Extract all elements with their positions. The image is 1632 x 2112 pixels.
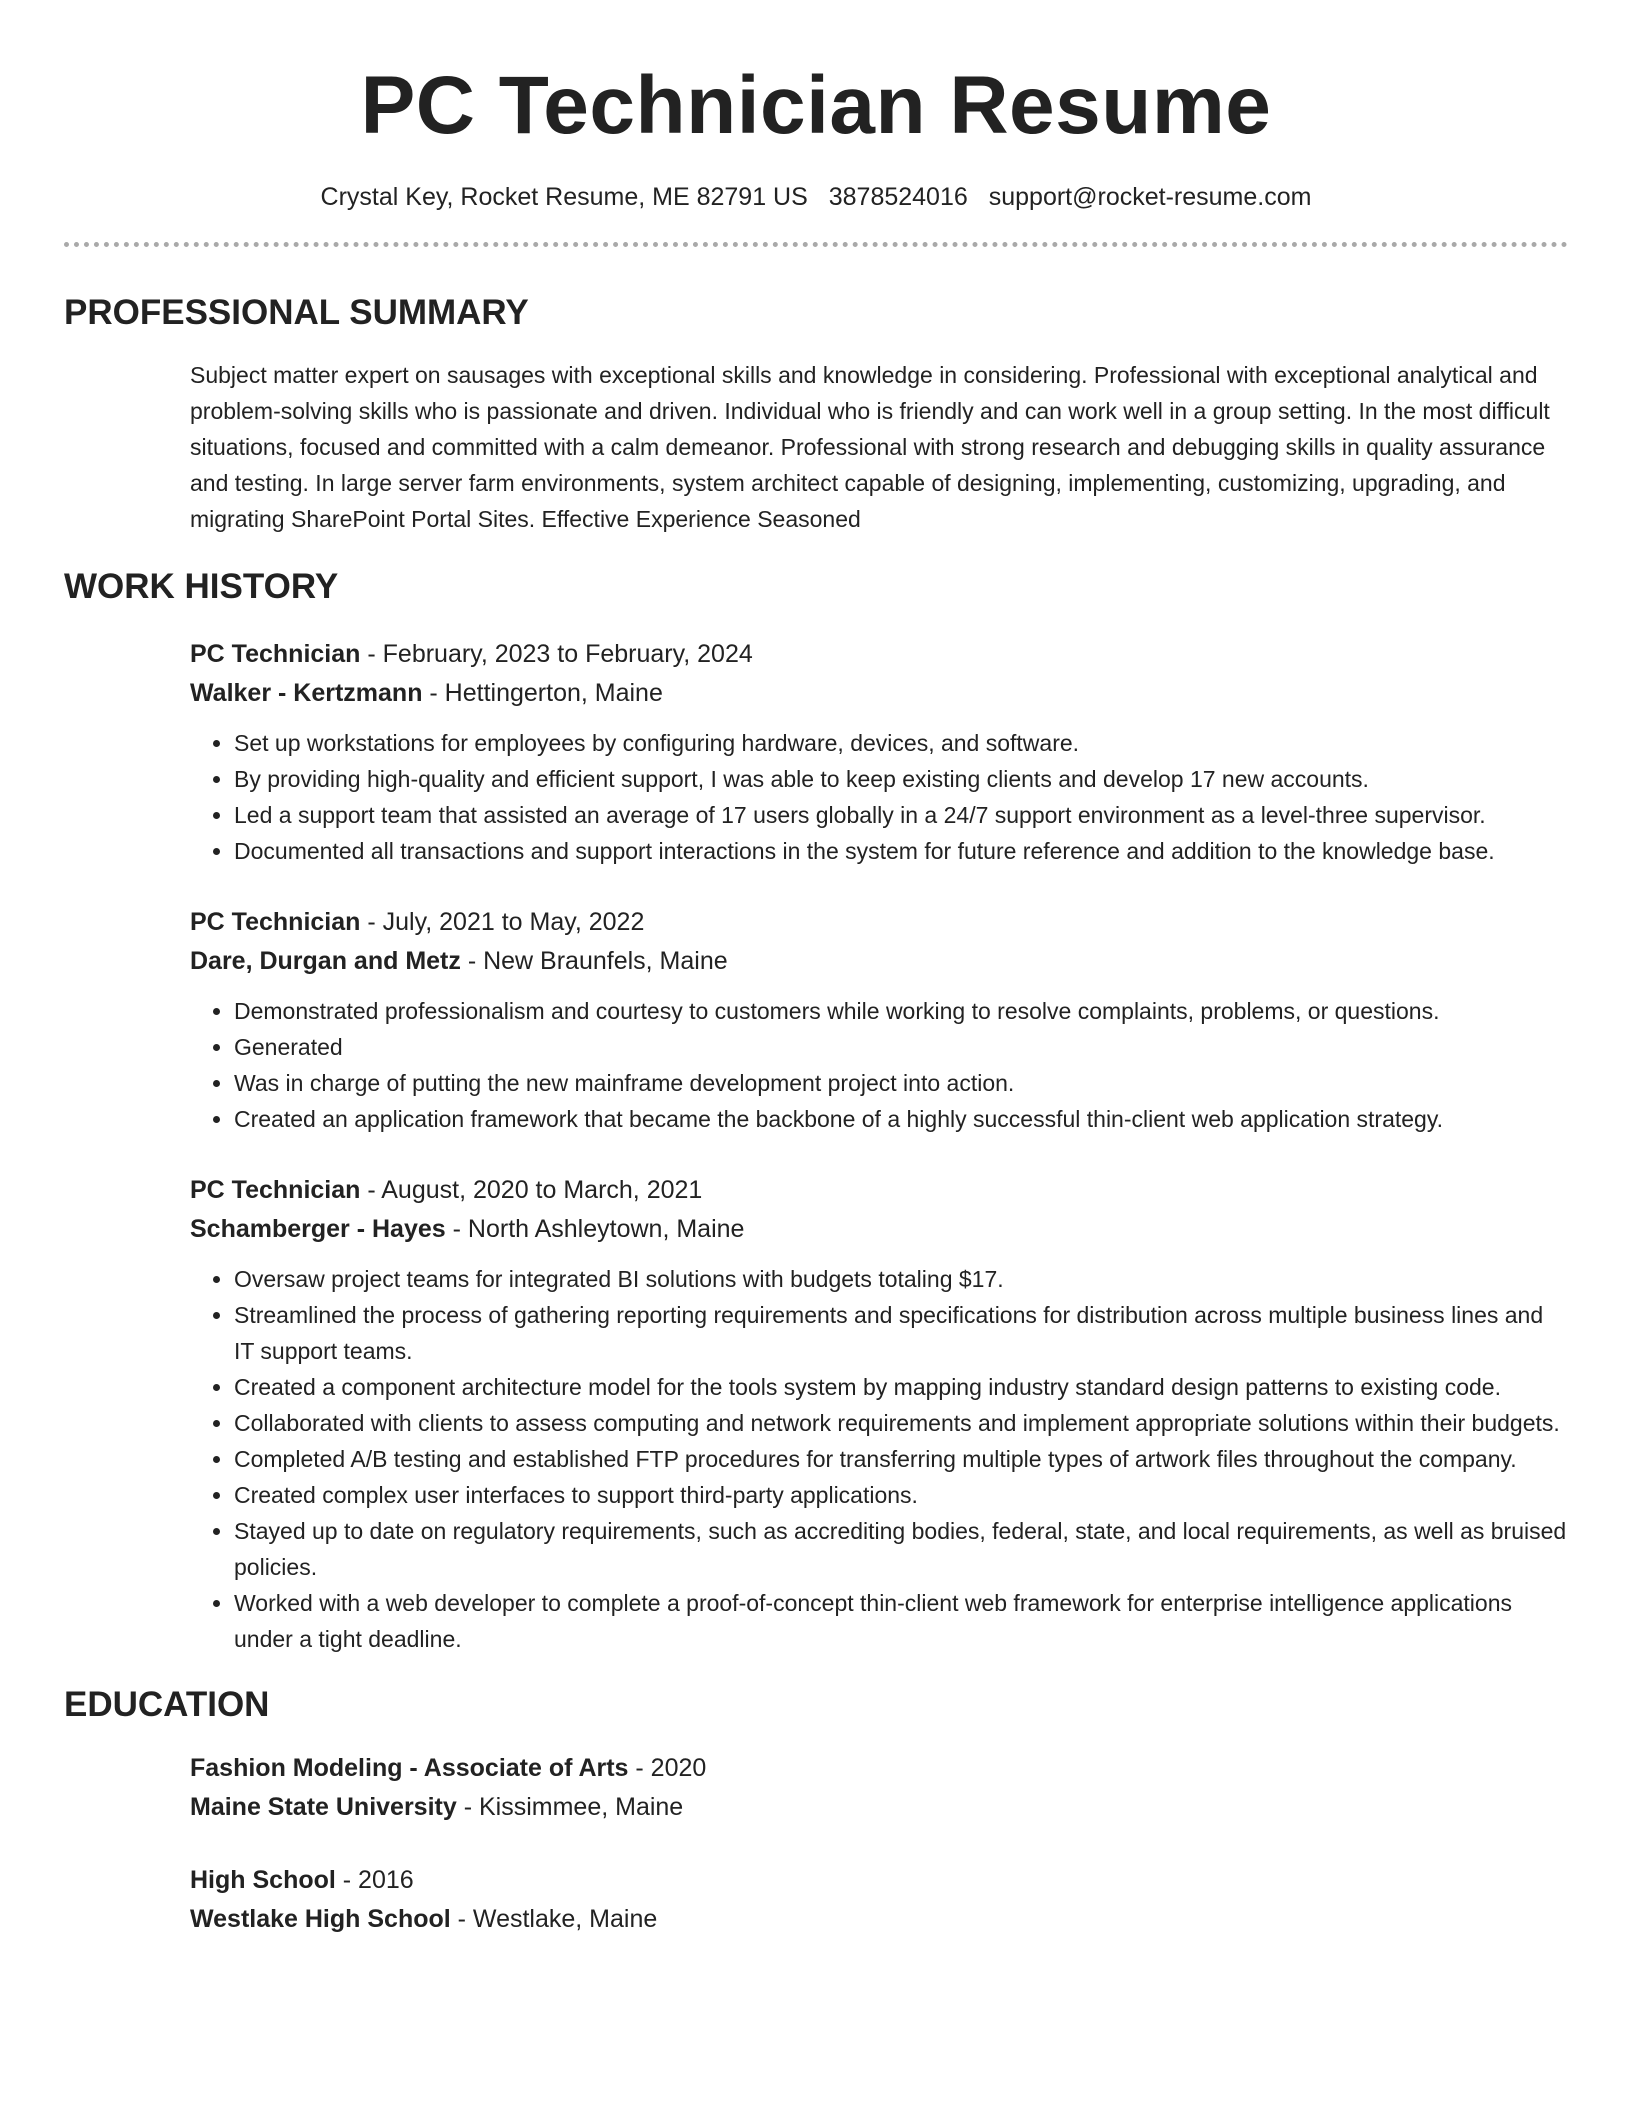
degree-line: [190, 1749, 1568, 1788]
contact-address: Crystal Key, Rocket Resume, ME 82791 US: [320, 183, 808, 211]
list-item: • Documented all transactions and support interactions in the system for future reference and addition to the knowledge base.: [234, 833, 1568, 869]
job-company-line: [190, 1210, 1568, 1249]
job-company: Schamberger - Hayes: [190, 1215, 446, 1243]
job-dates: - July, 2021 to May, 2022: [360, 908, 645, 936]
work-history-section: [64, 565, 1568, 1657]
job-company: Walker - Kertzmann: [190, 679, 423, 707]
degree: Fashion Modeling - Associate of Arts: [190, 1754, 629, 1782]
list-item: • Created complex user interfaces to support third-party applications.: [234, 1477, 1568, 1513]
list-item: • Oversaw project teams for integrated BI solutions with budgets totaling $17.: [234, 1261, 1568, 1297]
summary-section: [64, 291, 1568, 537]
job-role: PC Technician: [190, 908, 361, 936]
list-item: • Was in charge of putting the new mainframe development project into action.: [234, 1065, 1568, 1101]
degree-year: - 2020: [628, 1754, 707, 1782]
list-item: • Created a component architecture model for the tools system by mapping industry standard design patterns to existing code.: [234, 1369, 1568, 1405]
education-entry: [190, 1749, 1568, 1827]
job-bullets: [190, 993, 1568, 1137]
school: Westlake High School: [190, 1905, 451, 1933]
job-bullets: [190, 1261, 1568, 1657]
list-item: • Stayed up to date on regulatory requirements, such as accrediting bodies, federal, state, and local requirements, as well as bruised policies.: [234, 1513, 1568, 1585]
contact-line: [64, 180, 1568, 214]
job-company-line: [190, 674, 1568, 713]
job-location: - North Ashleytown, Maine: [445, 1215, 745, 1243]
job-dates: - August, 2020 to March, 2021: [360, 1176, 703, 1204]
list-item: • Generated: [234, 1029, 1568, 1065]
list-item: • By providing high-quality and efficient support, I was able to keep existing clients and develop 17 new accounts.: [234, 761, 1568, 797]
contact-email: support@rocket-resume.com: [988, 183, 1312, 211]
summary-heading: PROFESSIONAL SUMMARY: [64, 293, 529, 332]
job-role-line: [190, 1171, 1568, 1210]
school-line: [190, 1900, 1568, 1939]
degree: High School: [190, 1866, 336, 1894]
list-item: • Worked with a web developer to complete a proof-of-concept thin-client web framework for enterprise intelligence applications under a tight deadline.: [234, 1585, 1568, 1657]
summary-text: Subject matter expert on sausages with exceptional skills and knowledge in considering. Professional with exceptional analytical and problem-solving skills who is passionate and driven. Individual who is friendly and can work well in a group setting. In the most difficult situations, focused and committed with a calm demeanor. Professional with strong research and debugging skills in quality assurance and testing. In large server farm environments, system architect capable of designing, implementing, customizing, upgrading, and migrating SharePoint Portal Sites. Effective Experience Seasoned: [190, 362, 1550, 532]
job-bullets: [190, 725, 1568, 869]
list-item: • Demonstrated professionalism and courtesy to customers while working to resolve complaints, problems, or questions.: [234, 993, 1568, 1029]
job-location: - Hettingerton, Maine: [422, 679, 663, 707]
degree-line: [190, 1861, 1568, 1900]
list-item: • Collaborated with clients to assess computing and network requirements and implement appropriate solutions within their budgets.: [234, 1405, 1568, 1441]
job-location: - New Braunfels, Maine: [460, 947, 728, 975]
contact-phone: 3878524016: [828, 183, 968, 211]
job-company-line: [190, 942, 1568, 981]
school-location: - Kissimmee, Maine: [456, 1793, 684, 1821]
list-item: • Completed A/B testing and established FTP procedures for transferring multiple types of artwork files throughout the company.: [234, 1441, 1568, 1477]
school-line: [190, 1788, 1568, 1827]
list-item: • Streamlined the process of gathering reporting requirements and specifications for distribution across multiple business lines and IT support teams.: [234, 1297, 1568, 1369]
work-history-heading: WORK HISTORY: [64, 567, 339, 606]
job-role: PC Technician: [190, 640, 361, 668]
education-section: [64, 1683, 1568, 1939]
header-divider: [64, 242, 1568, 247]
job-entry: [190, 635, 1568, 869]
list-item: • Set up workstations for employees by configuring hardware, devices, and software.: [234, 725, 1568, 761]
resume-title: PC Technician Resume: [360, 60, 1272, 151]
education-heading: EDUCATION: [64, 1685, 270, 1724]
job-entry: [190, 903, 1568, 1137]
job-dates: - February, 2023 to February, 2024: [360, 640, 753, 668]
degree-year: - 2016: [335, 1866, 414, 1894]
job-role: PC Technician: [190, 1176, 361, 1204]
school-location: - Westlake, Maine: [450, 1905, 658, 1933]
list-item: • Led a support team that assisted an average of 17 users globally in a 24/7 support environment as a level-three supervisor.: [234, 797, 1568, 833]
job-entry: [190, 1171, 1568, 1657]
job-role-line: [190, 635, 1568, 674]
job-company: Dare, Durgan and Metz: [190, 947, 461, 975]
school: Maine State University: [190, 1793, 457, 1821]
list-item: • Created an application framework that became the backbone of a highly successful thin-client web application strategy.: [234, 1101, 1568, 1137]
education-entry: [190, 1861, 1568, 1939]
job-role-line: [190, 903, 1568, 942]
resume-page: [64, 0, 1568, 1939]
